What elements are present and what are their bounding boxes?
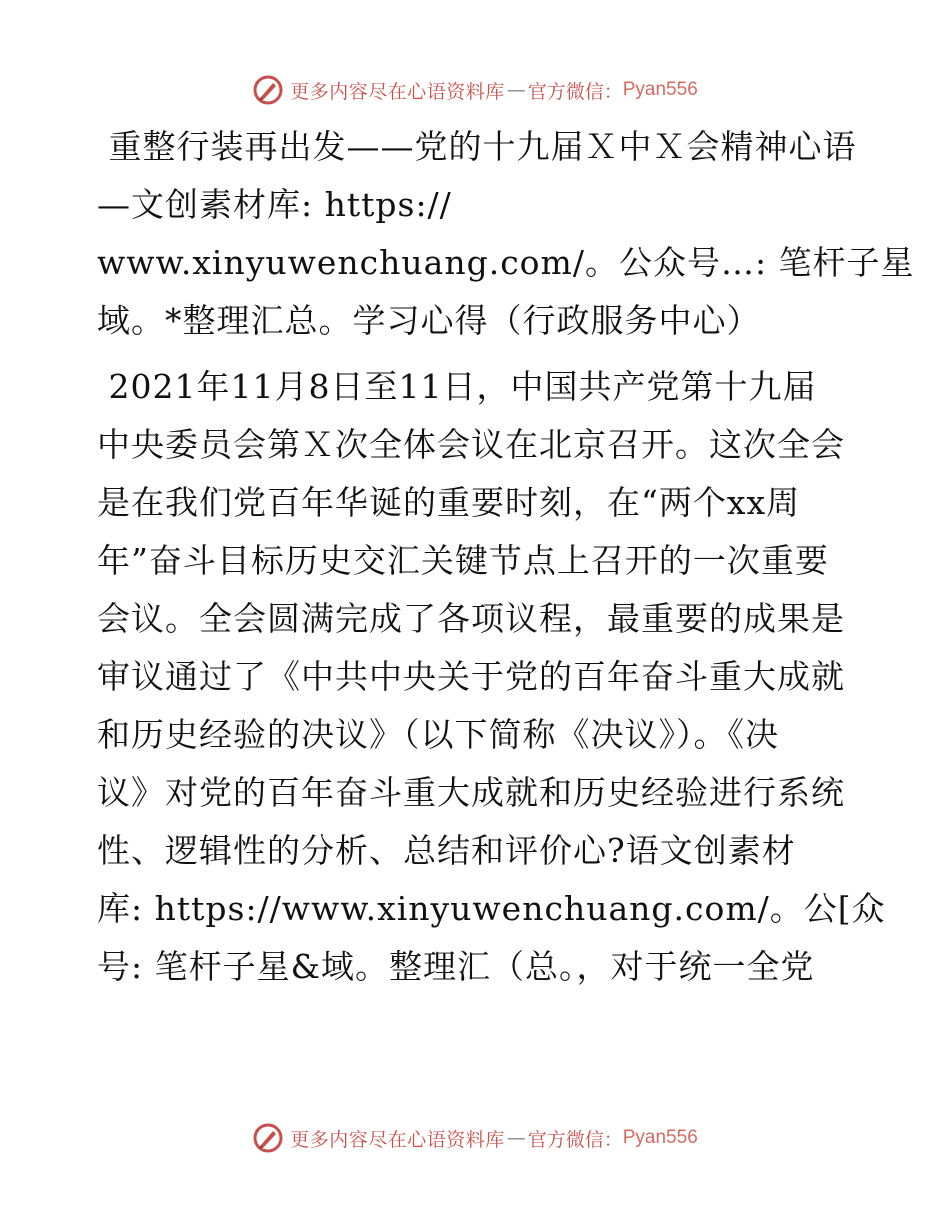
watermark-contact-id: Pyan556 (622, 79, 698, 100)
text-line: 库: https://www.xinyuwenchuang.com/。公[众 (97, 889, 886, 928)
watermark-text: 更多内容尽在心语资料库 (290, 80, 505, 103)
text-line: 2021年11月8日至11日，中国共产党第十九届 (97, 367, 817, 406)
header-watermark (0, 70, 950, 110)
watermark-contact-id: Pyan556 (622, 1127, 698, 1148)
watermark-contact-label: 官方微信： (527, 1128, 623, 1151)
text-line: 会议。全会圆满完成了各项议程，最重要的成果是 (97, 599, 845, 638)
text-line: 中央委员会第Ｘ次全体会议在北京召开。这次全会 (97, 425, 845, 464)
document-body (97, 118, 915, 996)
text-line: 号: 笔杆子星&域。整理汇（总。，对于统一全党 (97, 947, 815, 986)
text-line: 审议通过了《中共中央关于党的百年奋斗重大成就 (97, 657, 845, 696)
watermark-separator: — (506, 1127, 526, 1149)
watermark-contact-label: 官方微信： (527, 80, 623, 103)
pen-logo-icon (252, 1122, 284, 1154)
text-line: www.xinyuwenchuang.com/。公众号…: 笔杆子星 (97, 243, 915, 282)
text-line: 域。*整理汇总。学习心得（行政服务中心） (97, 301, 761, 340)
footer-watermark (0, 1118, 950, 1158)
paragraph-gap (97, 350, 857, 358)
text-line: 重整行装再出发——党的十九届Ｘ中Ｘ会精神心语 (97, 127, 857, 166)
watermark-separator: — (506, 79, 526, 101)
paragraph-body (97, 358, 886, 996)
text-line: 和历史经验的决议》（以下简称《决议》）。《决 (97, 715, 779, 754)
text-line: —文创素材库: https:// (97, 185, 452, 224)
text-line: 是在我们党百年华诞的重要时刻，在“两个xx周 (97, 483, 801, 522)
text-line: 性、逻辑性的分析、总结和评价心?语文创素材 (97, 831, 796, 870)
paragraph-title (97, 118, 915, 350)
text-line: 议》对党的百年奋斗重大成就和历史经验进行系统 (97, 773, 845, 812)
text-line: 年”奋斗目标历史交汇关键节点上召开的一次重要 (97, 541, 829, 580)
pen-logo-icon (252, 74, 284, 106)
watermark-text: 更多内容尽在心语资料库 (290, 1128, 505, 1151)
